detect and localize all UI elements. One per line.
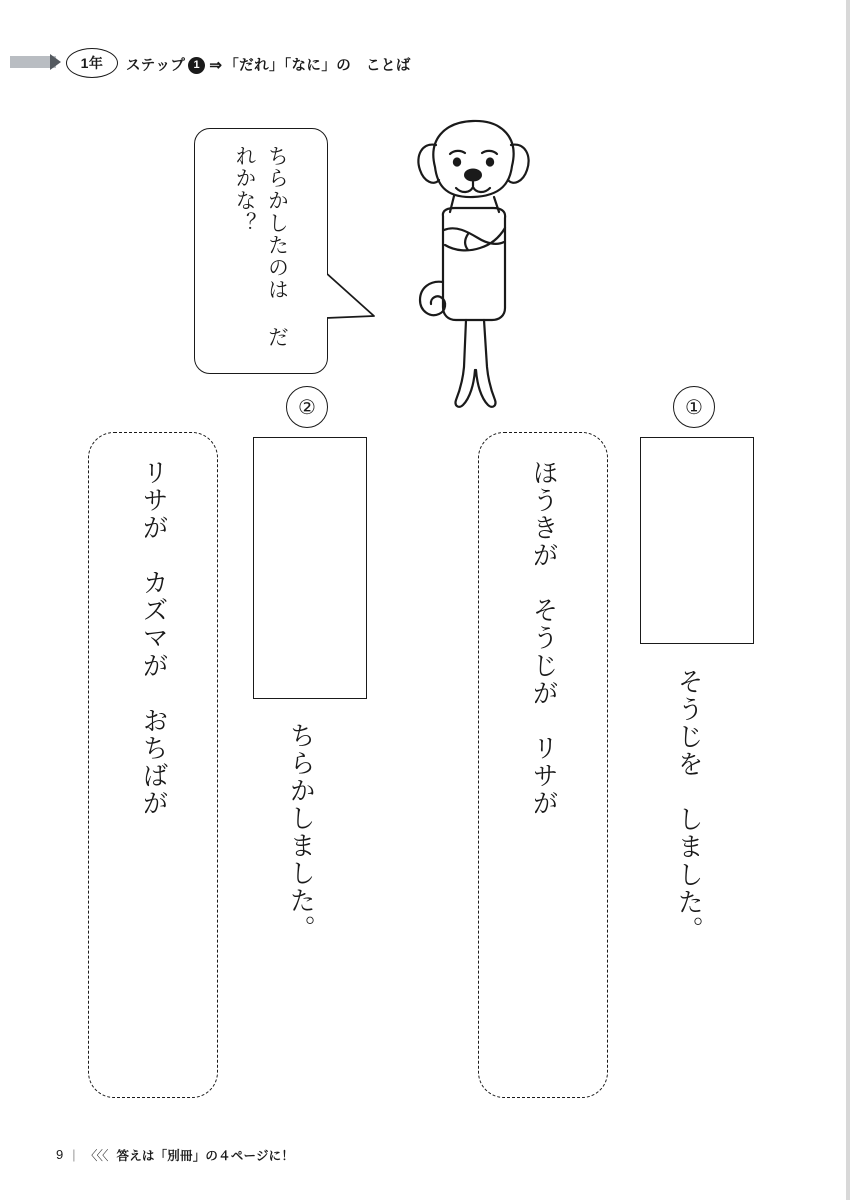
grade-badge: 1年: [66, 48, 118, 78]
choice-panel-2-textwrap: [89, 459, 217, 1069]
step-label-text: ステップ: [126, 58, 186, 74]
step-number-badge: 1: [188, 57, 205, 74]
page-footer: [56, 1145, 294, 1164]
footer-note: 答えは「別冊」の４ページに！: [116, 1148, 295, 1163]
speech-balloon-tail-icon: [324, 268, 376, 322]
page-edge-shadow: [846, 0, 850, 1200]
step-title: 「だれ」「なに」の ことば: [224, 58, 411, 74]
speech-balloon: [194, 128, 328, 374]
footer-separator: |: [72, 1147, 76, 1162]
sentence-1-text: そうじを しました。: [673, 668, 704, 944]
answer-box-1[interactable]: [640, 437, 754, 644]
question-number-2: ②: [286, 386, 328, 428]
sentence-2-text: ちらかしました。: [285, 722, 316, 943]
arrow-right-icon: [50, 54, 61, 70]
choice-panel-1-text: ほうきが そうじが リサが: [528, 459, 559, 818]
speech-balloon-inner: [195, 129, 327, 373]
sentence-2: [280, 722, 320, 1052]
choice-panel-2-text: リサが カズマが おちばが: [138, 459, 169, 818]
step-arrow-icon: ⇒: [209, 57, 223, 74]
question-number-1: ①: [673, 386, 715, 428]
choice-panel-1[interactable]: [478, 432, 608, 1098]
page-number: 9: [56, 1147, 64, 1162]
sentence-1: [668, 668, 708, 1056]
page-header: [0, 26, 850, 74]
dog-illustration: [398, 112, 548, 412]
step-heading: [126, 54, 411, 75]
choice-panel-1-textwrap: [479, 459, 607, 1069]
answer-box-2[interactable]: [253, 437, 367, 699]
chevrons-left-icon: 〈〈〈: [84, 1148, 108, 1163]
choice-panel-2[interactable]: [88, 432, 218, 1098]
speech-balloon-text: ちらかしたのは だれかな？: [233, 145, 290, 349]
